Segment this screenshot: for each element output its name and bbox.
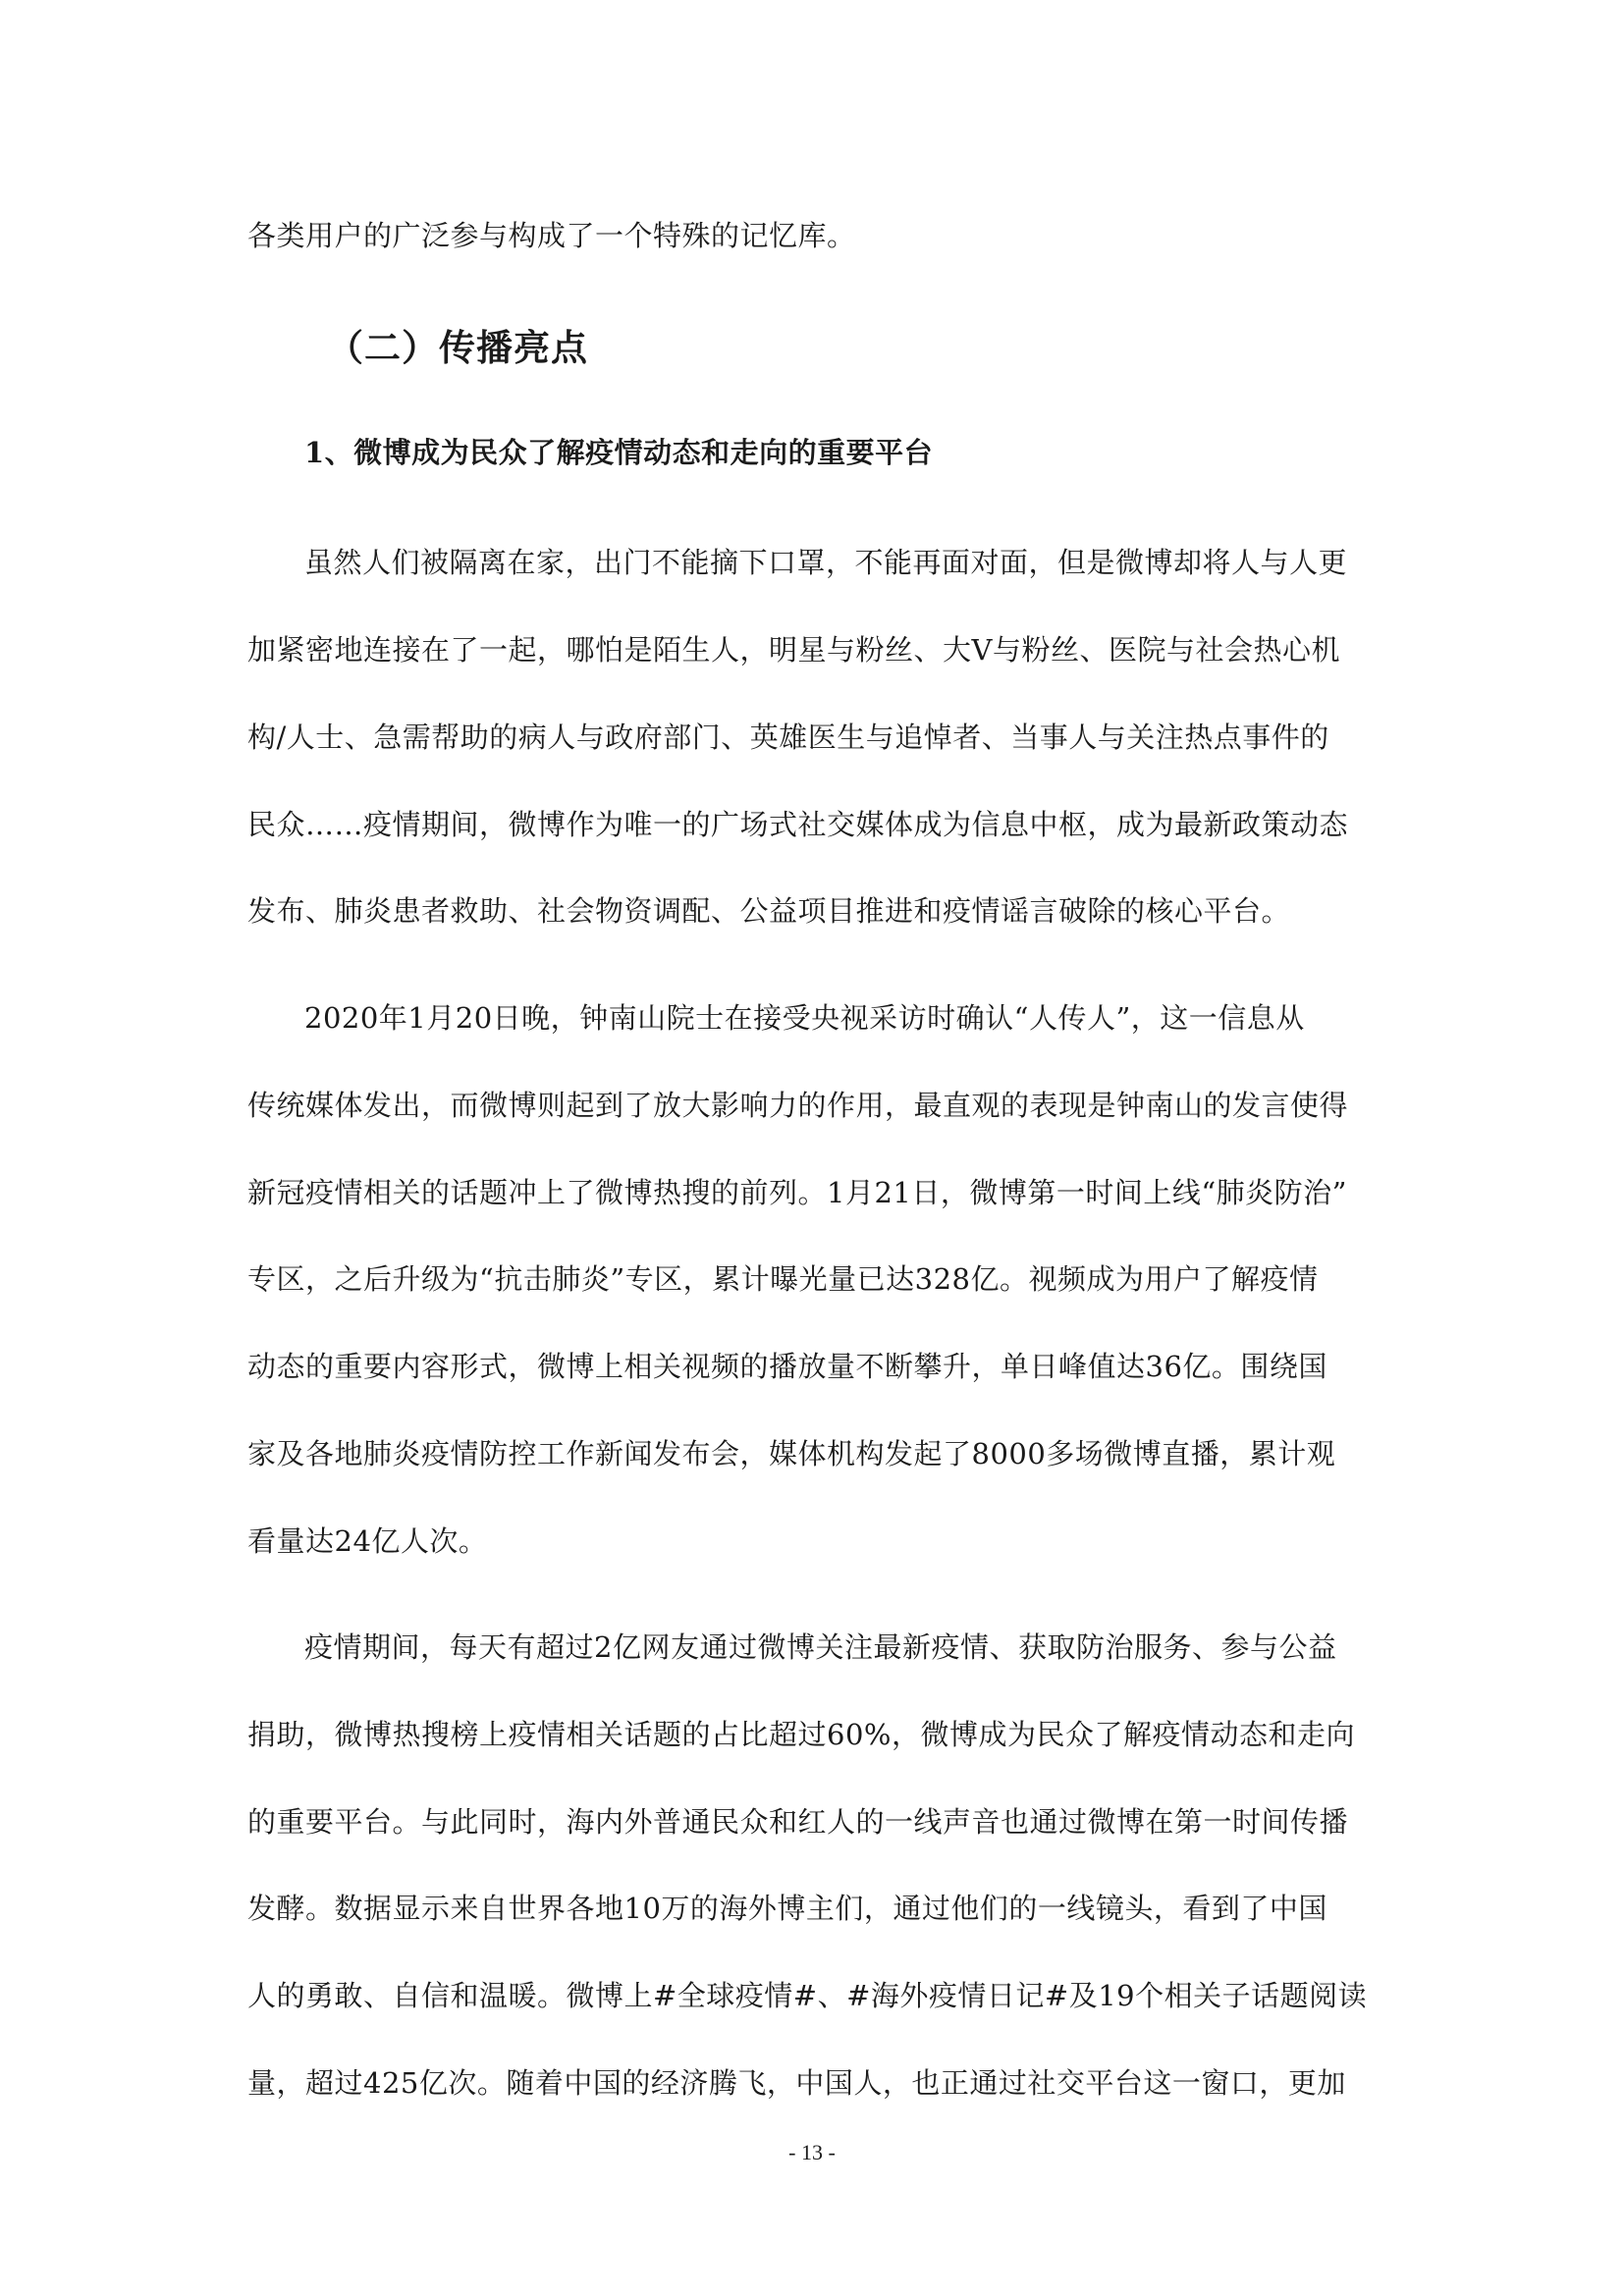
paragraph-line: 的重要平台。与此同时，海内外普通民众和红人的一线声音也通过微博在第一时间传播 [247, 1805, 1349, 1839]
paragraph-line: 量，超过425亿次。随着中国的经济腾飞，中国人，也正通过社交平台这一窗口，更加 [247, 2066, 1346, 2100]
paragraph-line: 看量达24亿人次。 [247, 1524, 488, 1558]
section-heading: （二）传播亮点 [327, 326, 588, 369]
paragraph-line: 家及各地肺炎疫情防控工作新闻发布会，媒体机构发起了8000多场微博直播，累计观 [247, 1437, 1336, 1470]
paragraph-line: 发酵。数据显示来自世界各地10万的海外博主们，通过他们的一线镜头，看到了中国 [247, 1892, 1327, 1925]
paragraph-line: 疫情期间，每天有超过2亿网友通过微博关注最新疫情、获取防治服务、参与公益 [304, 1630, 1337, 1664]
paragraph-line: 虽然人们被隔离在家，出门不能摘下口罩，不能再面对面，但是微博却将人与人更 [304, 546, 1348, 579]
paragraph-line: 新冠疫情相关的话题冲上了微博热搜的前列。1月21日，微博第一时间上线“肺炎防治” [247, 1176, 1348, 1209]
paragraph-line: 各类用户的广泛参与构成了一个特殊的记忆库。 [247, 219, 856, 252]
sub-heading: 1、微博成为民众了解疫情动态和走向的重要平台 [304, 436, 934, 469]
paragraph-line: 构/人士、急需帮助的病人与政府部门、英雄医生与追悼者、当事人与关注热点事件的 [247, 721, 1329, 754]
paragraph-line: 2020年1月20日晚，钟南山院士在接受央视采访时确认“人传人”，这一信息从 [304, 1001, 1305, 1035]
paragraph-line: 捐助，微博热搜榜上疫情相关话题的占比超过60%，微博成为民众了解疫情动态和走向 [247, 1718, 1355, 1751]
paragraph-line: 发布、肺炎患者救助、社会物资调配、公益项目推进和疫情谣言破除的核心平台。 [247, 894, 1291, 928]
page-number: - 13 - [788, 2140, 836, 2164]
paragraph-line: 加紧密地连接在了一起，哪怕是陌生人，明星与粉丝、大V与粉丝、医院与社会热心机 [247, 633, 1340, 667]
paragraph-line: 传统媒体发出，而微博则起到了放大影响力的作用，最直观的表现是钟南山的发言使得 [247, 1089, 1349, 1122]
paragraph-line: 专区，之后升级为“抗击肺炎”专区，累计曝光量已达328亿。视频成为用户了解疫情 [247, 1262, 1319, 1296]
paragraph-line: 动态的重要内容形式，微博上相关视频的播放量不断攀升，单日峰值达36亿。围绕国 [247, 1350, 1327, 1383]
paragraph-line: 民众……疫情期间，微博作为唯一的广场式社交媒体成为信息中枢，成为最新政策动态 [247, 808, 1349, 841]
paragraph-line: 人的勇敢、自信和温暖。微博上#全球疫情#、#海外疫情日记#及19个相关子话题阅读 [247, 1979, 1368, 2012]
